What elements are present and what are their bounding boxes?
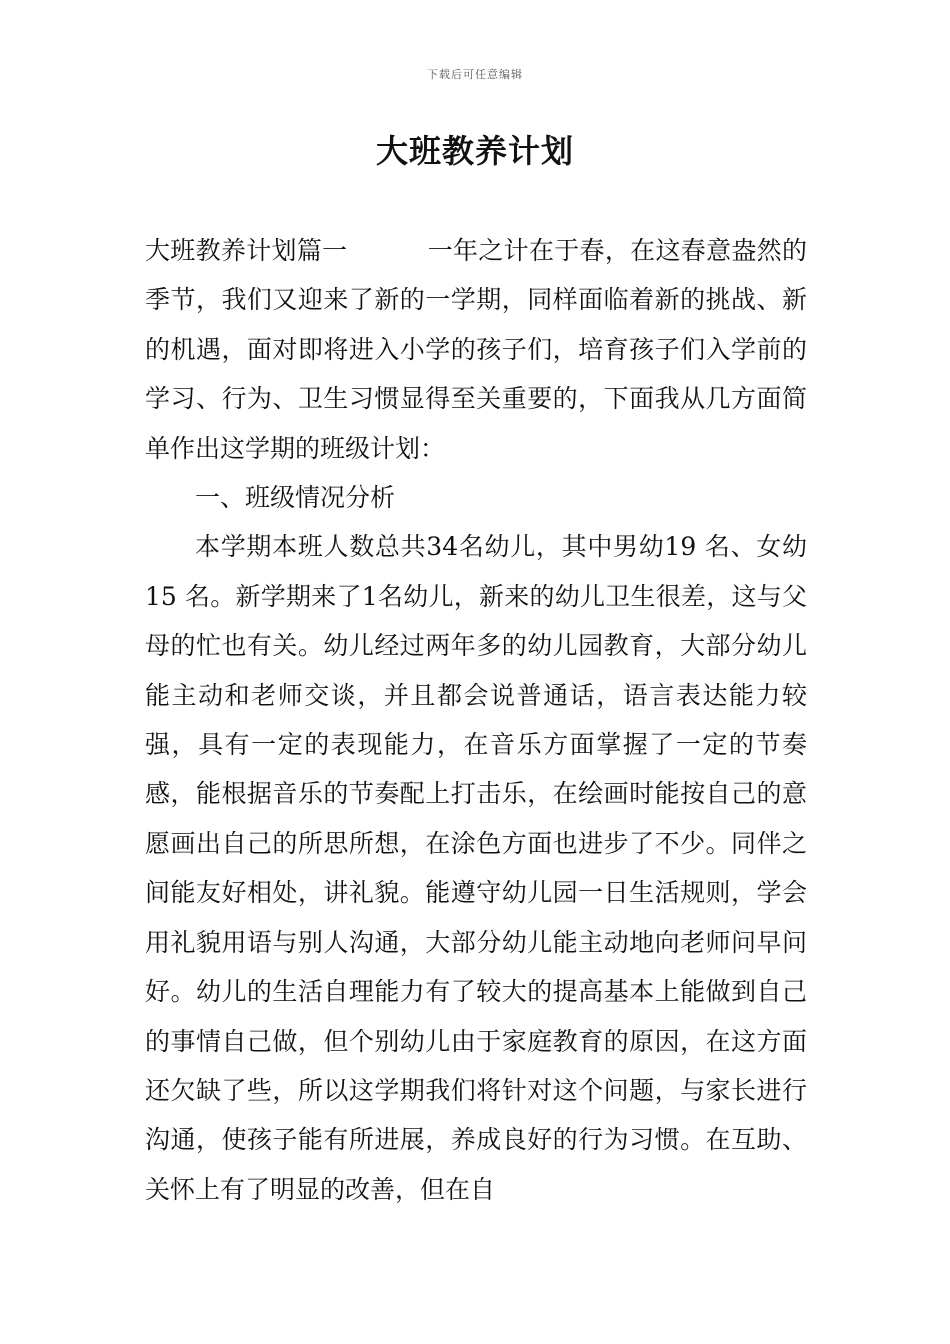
document-body <box>145 226 807 1214</box>
section-paragraph: 本学期本班人数总共34名幼儿，其中男幼19 名、女幼 15 名。新学期来了1名幼儿，新来的幼儿卫生很差，这与父母的忙也有关。幼儿经过两年多的幼儿园教育，大部分幼儿能主动和老师交谈，并且都会说普通话，语言表达能力较强，具有一定的表现能力，在音乐方面掌握了一定的节奏感，能根据音乐的节奏配上打击乐，在绘画时能按自己的意愿画出自己的所思所想，在涂色方面也进步了不少。同伴之间能友好相处，讲礼貌。能遵守幼儿园一日生活规则，学会用礼貌用语与别人沟通，大部分幼儿能主动地向老师问早问好。幼儿的生活自理能力有了较大的提高基本上能做到自己的事情自己做，但个别幼儿由于家庭教育的原因，在这方面还欠缺了些，所以这学期我们将针对这个问题，与家长进行沟通，使孩子能有所进展，养成良好的行为习惯。在互助、关怀上有了明显的改善，但在自 <box>145 532 807 1204</box>
page-header-note: 下载后可任意编辑 <box>427 68 523 81</box>
section-heading: 一、班级情况分析 <box>195 483 396 513</box>
document-title: 大班教养计划 <box>375 132 574 170</box>
intro-body: 一年之计在于春，在这春意盎然的季节，我们又迎来了新的一学期，同样面临着新的挑战、新的机遇，面对即将进入小学的孩子们，培育孩子们入学前的学习、行为、卫生习惯显得至关重要的，下面我从几方面简单作出这学期的班级计划： <box>145 236 807 463</box>
intro-paragraph <box>145 226 807 473</box>
intro-lead: 大班教养计划篇一 <box>145 236 348 265</box>
